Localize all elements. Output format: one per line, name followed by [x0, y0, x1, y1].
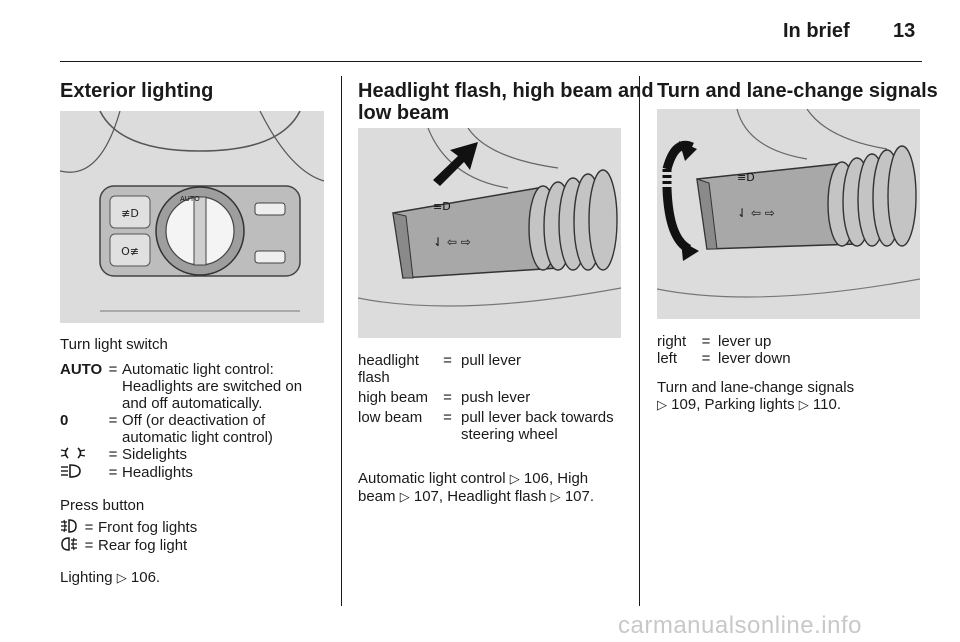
turn-signal-legend [657, 333, 917, 367]
turn-signal-references [657, 379, 922, 414]
svg-text:⇃ ⇦ ⇨: ⇃ ⇦ ⇨ [737, 206, 775, 220]
right-description: lever up [718, 333, 772, 350]
legend-row-headlights [60, 464, 330, 482]
reference-page[interactable]: 107, Headlight flash [413, 488, 547, 505]
svg-text:⇃ ⇦ ⇨: ⇃ ⇦ ⇨ [433, 235, 471, 249]
off-description: Off (or deactivation of automatic light control) [122, 412, 273, 446]
off-symbol: 0 [60, 412, 69, 429]
legend-row-auto [60, 361, 330, 412]
headlights-icon [60, 464, 104, 482]
page-reference-arrow-icon: ▷ [116, 571, 127, 586]
press-button-caption: Press button [60, 497, 145, 514]
legend-row-low-beam [358, 409, 628, 443]
column-divider-2 [639, 76, 640, 606]
running-header-section: In brief [783, 20, 850, 42]
column-divider-1 [341, 76, 342, 606]
equals-sign: = [108, 412, 118, 429]
reference-page[interactable]: 106. [130, 569, 161, 586]
front-fog-icon [60, 519, 80, 537]
page-reference-arrow-icon: ▷ [550, 490, 561, 505]
rear-fog-icon [60, 537, 80, 555]
page-reference-arrow-icon: ▷ [657, 398, 667, 413]
section-title-exterior-lighting: Exterior lighting [60, 80, 214, 102]
equals-sign: = [701, 333, 711, 350]
equals-sign: = [84, 519, 94, 536]
sidelights-icon [60, 446, 104, 464]
page-number: 13 [893, 20, 916, 42]
reference-text: Lighting [60, 569, 113, 586]
reference-text: beam [358, 488, 396, 505]
turn-light-switch-caption: Turn light switch [60, 336, 168, 353]
lighting-reference [60, 569, 160, 587]
equals-sign: = [108, 446, 118, 463]
auto-description: Automatic light control: Headlights are switched on and off automatically. [122, 361, 303, 412]
svg-text:O≢: O≢ [121, 245, 139, 258]
headlight-lever-drawing [358, 128, 621, 338]
legend-row-rear-fog [60, 537, 330, 555]
equals-sign: = [443, 389, 452, 406]
fog-light-legend [60, 519, 330, 555]
reference-text: Automatic light control [358, 470, 506, 487]
light-switch-illustration [60, 111, 324, 323]
legend-row-headlight-flash [358, 352, 628, 386]
left-term: left [657, 350, 678, 367]
equals-sign: = [84, 537, 94, 554]
legend-row-right [657, 333, 917, 350]
high-beam-description: push lever [461, 389, 531, 406]
equals-sign: = [108, 361, 118, 378]
title-line-1: Headlight flash, high beam and [358, 80, 654, 102]
page-reference-arrow-icon: ▷ [509, 472, 520, 487]
headlight-legend [358, 352, 628, 443]
left-description: lever down [718, 350, 791, 367]
turn-signal-drawing [657, 109, 920, 319]
light-switch-legend [60, 361, 330, 482]
legend-row-left [657, 350, 917, 367]
reference-page[interactable]: 110. [812, 396, 842, 413]
equals-sign: = [108, 464, 118, 481]
page-reference-arrow-icon: ▷ [798, 398, 809, 413]
high-beam-term: high beam [358, 389, 429, 406]
svg-text:≢D: ≢D [121, 207, 139, 220]
svg-text:≡D: ≡D [433, 200, 451, 213]
right-term: right [657, 333, 687, 350]
title-line-2: low beam [358, 102, 450, 124]
headlight-references [358, 470, 633, 506]
section-title-turn-signals: Turn and lane-change signals [657, 80, 938, 102]
reference-page[interactable]: 109, Parking lights [671, 396, 795, 413]
svg-text:≡D: ≡D [737, 171, 755, 184]
page-reference-arrow-icon: ▷ [399, 490, 410, 505]
rear-fog-description: Rear fog light [98, 537, 188, 554]
watermark: carmanualsonline.info [618, 612, 862, 639]
equals-sign: = [701, 350, 711, 367]
legend-row-off [60, 412, 330, 446]
equals-sign: = [443, 409, 452, 426]
section-title-headlight-flash [358, 80, 654, 124]
headlight-flash-term: headlight flash [358, 352, 419, 386]
reference-page[interactable]: 106, High [523, 470, 589, 487]
legend-row-sidelights [60, 446, 330, 464]
auto-symbol: AUTO [60, 361, 103, 378]
light-switch-drawing [60, 111, 324, 323]
reference-page[interactable]: 107. [564, 488, 595, 505]
header-rule [60, 61, 922, 62]
low-beam-description: pull lever back towards steering wheel [461, 409, 614, 443]
front-fog-description: Front fog lights [98, 519, 198, 536]
headlight-flash-description: pull lever [461, 352, 522, 369]
headlight-lever-illustration [358, 128, 621, 338]
sidelights-description: Sidelights [122, 446, 188, 463]
turn-signal-illustration [657, 109, 920, 319]
headlights-description: Headlights [122, 464, 193, 481]
low-beam-term: low beam [358, 409, 423, 426]
svg-text:AUTO: AUTO [180, 195, 200, 203]
legend-row-front-fog [60, 519, 330, 537]
legend-row-high-beam [358, 389, 628, 406]
equals-sign: = [443, 352, 452, 369]
reference-text: Turn and lane-change signals [657, 379, 855, 396]
